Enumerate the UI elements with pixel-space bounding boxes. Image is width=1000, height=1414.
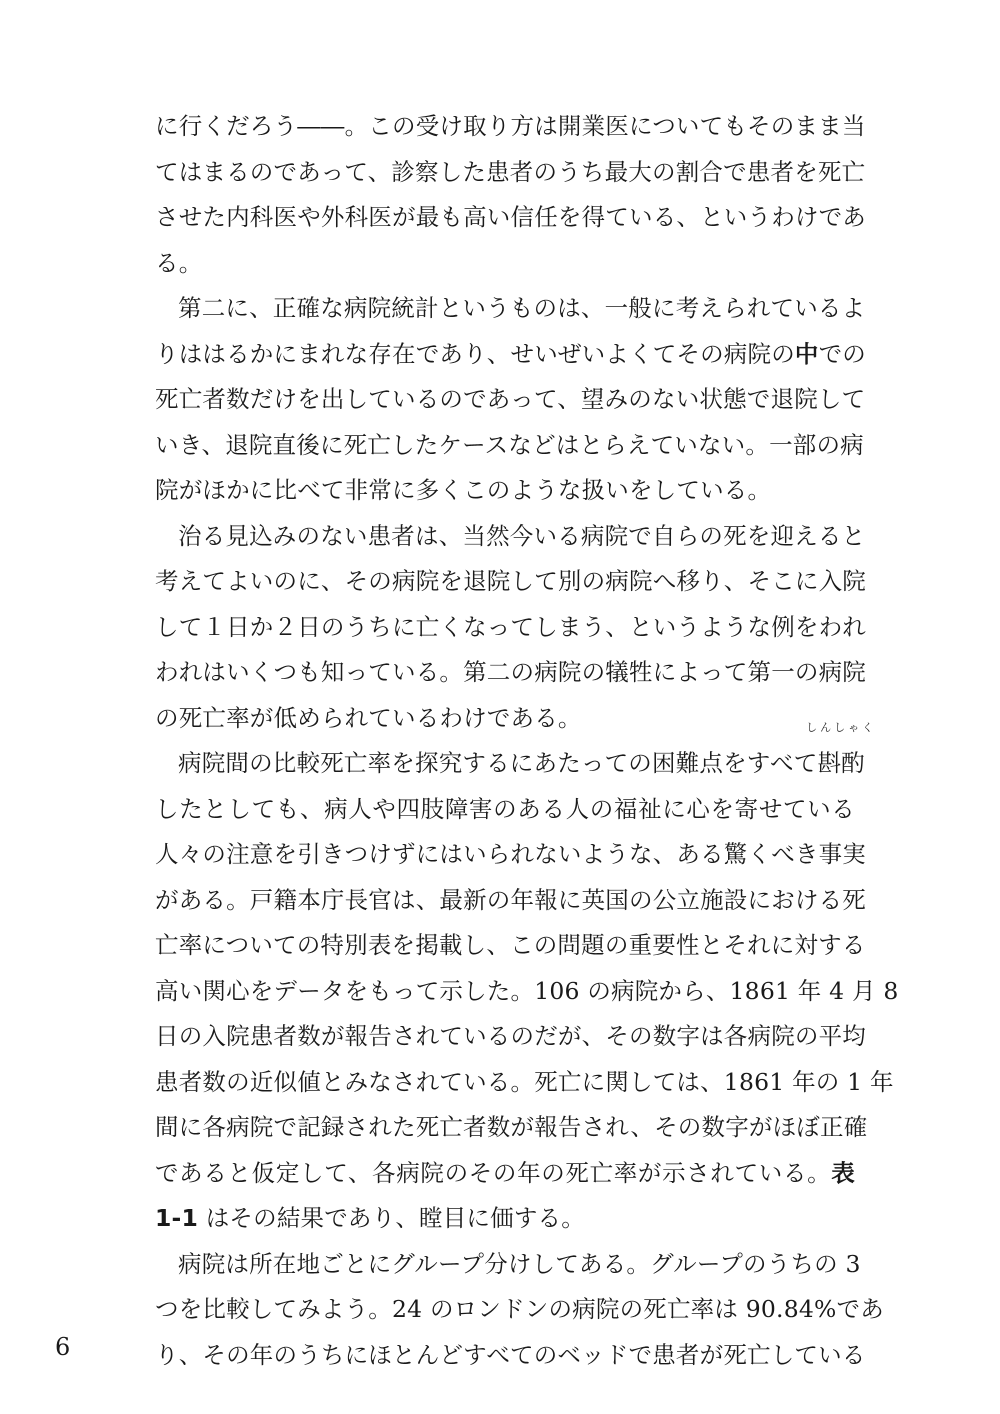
text-line (155, 1151, 855, 1197)
emphasis-text: 中 (794, 339, 819, 368)
text-line: がある。戸籍本庁長官は、最新の年報に英国の公立施設における死 (155, 885, 866, 914)
text-line: 死亡者数だけを出しているのであって、望みのない状態で退院して (155, 385, 866, 413)
page-number: 6 (55, 1333, 71, 1361)
paragraph-start-line: 第二に、正確な病院統計というものは、一般に考えられているよ (178, 294, 866, 322)
text-line: われはいくつも知っている。第二の病院の犠牲によって第一の病院 (155, 658, 866, 686)
text-line: り、その年のうちにほとんどすべてのベッドで患者が死亡している (155, 1340, 866, 1369)
ruby-word (806, 721, 877, 787)
text-line: る。 (155, 248, 203, 277)
text-line: 人々の注意を引きつけずにはいられないような、ある驚くべき事実 (155, 840, 866, 868)
text-line: てはまるのであって、診察した患者のうち最大の割合で患者を死亡 (155, 157, 866, 186)
text-line: 亡率についての特別表を掲載し、この問題の重要性とそれに対する (155, 931, 866, 959)
text-segment: 病院間の比較死亡率を探究するにあたっての困難点をすべて (178, 749, 818, 777)
table-reference: 表 (831, 1158, 855, 1187)
text-line (155, 1196, 855, 1242)
text-line: 間に各病院で記録された死亡者数が報告され、その数字がほぼ正確 (155, 1113, 868, 1141)
text-line: させた内科医や外科医が最も高い信任を得ている、というわけであ (155, 203, 866, 231)
text-line: 考えてよいのに、その病院を退院して別の病院へ移り、そこに入院 (155, 567, 866, 595)
ruby-reading: しんしゃく (806, 721, 877, 734)
table-reference: 1-1 (155, 1204, 199, 1232)
text-line: に行くだろう――。この受け取り方は開業医についてもそのまま当 (155, 112, 866, 140)
text-segment: りははるかにまれな存在であり、せいぜいよくてその病院の (155, 339, 795, 368)
text-line: 高い関心をデータをもって示した。106 の病院から、1861 年 4 月 8 (155, 976, 899, 1005)
paragraph-start-line (155, 721, 877, 787)
text-segment: であると仮定して、各病院のその年の死亡率が示されている。 (155, 1158, 832, 1187)
text-line (155, 332, 867, 378)
paragraph-start-line: 病院は所在地ごとにグループ分けしてある。グループのうちの 3 (178, 1249, 861, 1278)
body-text (155, 104, 899, 1378)
text-line: つを比較してみよう。24 のロンドンの病院の死亡率は 90.84%であ (155, 1295, 884, 1323)
text-line: して１日か２日のうちに亡くなってしまう、というような例をわれ (155, 612, 866, 641)
text-segment: はその結果であり、瞠目に価する。 (198, 1204, 585, 1232)
text-line: 院がほかに比べて非常に多くこのような扱いをしている。 (155, 476, 772, 504)
text-line: の死亡率が低められているわけである。 (155, 703, 582, 732)
text-line: いき、退院直後に死亡したケースなどはとらえていない。一部の病 (155, 430, 864, 459)
text-line: したとしても、病人や四肢障害のある人の福祉に心を寄せている (155, 794, 855, 823)
text-segment: での (818, 339, 867, 368)
text-line: 日の入院患者数が報告されているのだが、その数字は各病院の平均 (155, 1022, 866, 1050)
text-line: 患者数の近似値とみなされている。死亡に関しては、1861 年の 1 年 (155, 1067, 894, 1096)
ruby-base: 斟酌 (817, 749, 865, 777)
paragraph-start-line: 治る見込みのない患者は、当然今いる病院で自らの死を迎えると (178, 521, 866, 550)
